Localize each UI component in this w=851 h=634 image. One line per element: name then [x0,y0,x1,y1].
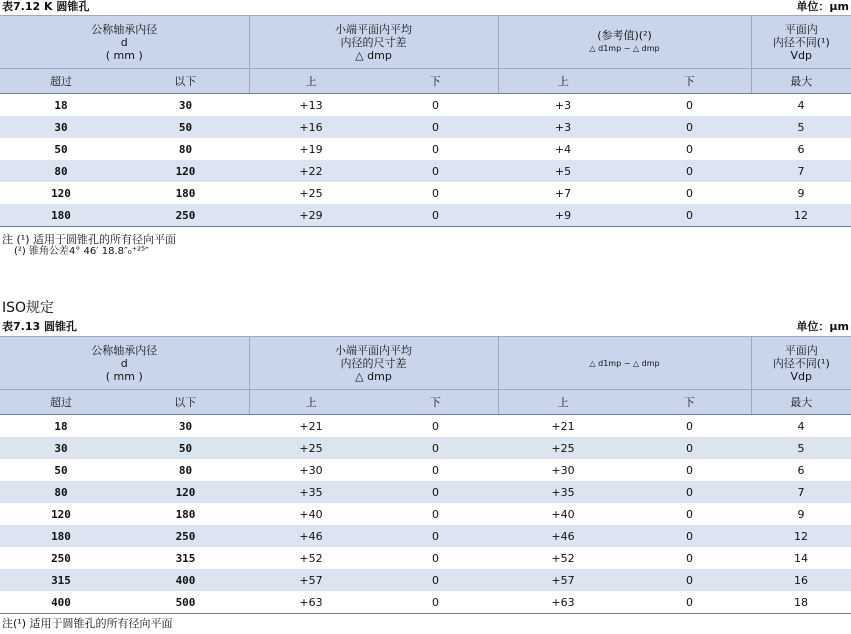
table-row: 80 120 +35 0 +35 0 7 [0,481,851,503]
header-upper: 上 [249,69,373,94]
header-reference-value: (参考值)(²) △ d1mp − △ dmp [498,16,751,69]
header-reference-value: △ d1mp − △ dmp [498,337,751,390]
table-caption: 表7.12 K 圆锥孔 [2,0,90,13]
header-incl: 以下 [122,390,249,415]
table-7-12-caption-row [0,0,851,14]
header-vdp: 平面内 内径不同(¹) Vdp [751,337,851,390]
header-max: 最大 [751,69,851,94]
table-caption: 表7.13 圆锥孔 [2,320,77,333]
table-7-13-notes [2,618,173,630]
header-dmp: 小端平面内平均 内径的尺寸差 △ dmp [249,16,498,69]
table-row: 80 120 +22 0 +5 0 7 [0,160,851,182]
header-over: 超过 [0,69,122,94]
header-nominal-bore: 公称轴承内径 d ( mm ) [0,337,249,390]
table-row: 30 50 +25 0 +25 0 5 [0,437,851,459]
table-row: 120 180 +25 0 +7 0 9 [51,186,805,200]
table-row: 250 315 +52 0 +52 0 14 [51,551,809,565]
table-row: 180 250 +29 0 +9 0 12 [0,204,851,227]
table-7-12 [0,15,851,227]
footnote: (²) 锥角公差4° 46′ 18.8″₀⁺²⁵″ [14,246,149,257]
table-row: 180 250 +46 0 +46 0 12 [0,525,851,547]
table-row: 400 500 +63 0 +63 0 18 [0,591,851,614]
header-upper: 上 [249,390,373,415]
header-max: 最大 [751,390,851,415]
header-lower: 下 [628,69,751,94]
unit-label: 单位：μm [796,320,849,333]
header-over: 超过 [0,390,122,415]
table-row: 18 30 +13 0 +3 0 4 [54,98,805,112]
table-7-13 [0,336,851,614]
header-dmp: 小端平面内平均 内径的尺寸差 △ dmp [249,337,498,390]
header-lower: 下 [628,390,751,415]
iso-section-heading: ISO规定 [2,300,55,316]
table-row: 50 80 +19 0 +4 0 6 [54,142,805,156]
table-row: 18 30 +21 0 +21 0 4 [54,419,805,433]
header-upper: 上 [498,390,628,415]
header-vdp: 平面内 内径不同(¹) Vdp [751,16,851,69]
header-lower: 下 [373,390,498,415]
table-7-12-notes [2,234,176,258]
header-nominal-bore: 公称轴承内径 d ( mm ) [0,16,249,69]
table-7-13-caption-row [0,320,851,334]
header-upper: 上 [498,69,628,94]
footnote: 注(¹) 适用于圆锥孔的所有径向平面 [2,617,173,630]
table-row: 315 400 +57 0 +57 0 16 [0,569,851,591]
header-lower: 下 [373,69,498,94]
header-incl: 以下 [122,69,249,94]
table-row: 120 180 +40 0 +40 0 9 [51,507,805,521]
unit-label: 单位：μm [796,0,849,13]
footnote: 注 (¹) 适用于圆锥孔的所有径向平面 [2,233,176,246]
table-row: 50 80 +30 0 +30 0 6 [54,463,805,477]
table-row: 30 50 +16 0 +3 0 5 [0,116,851,138]
